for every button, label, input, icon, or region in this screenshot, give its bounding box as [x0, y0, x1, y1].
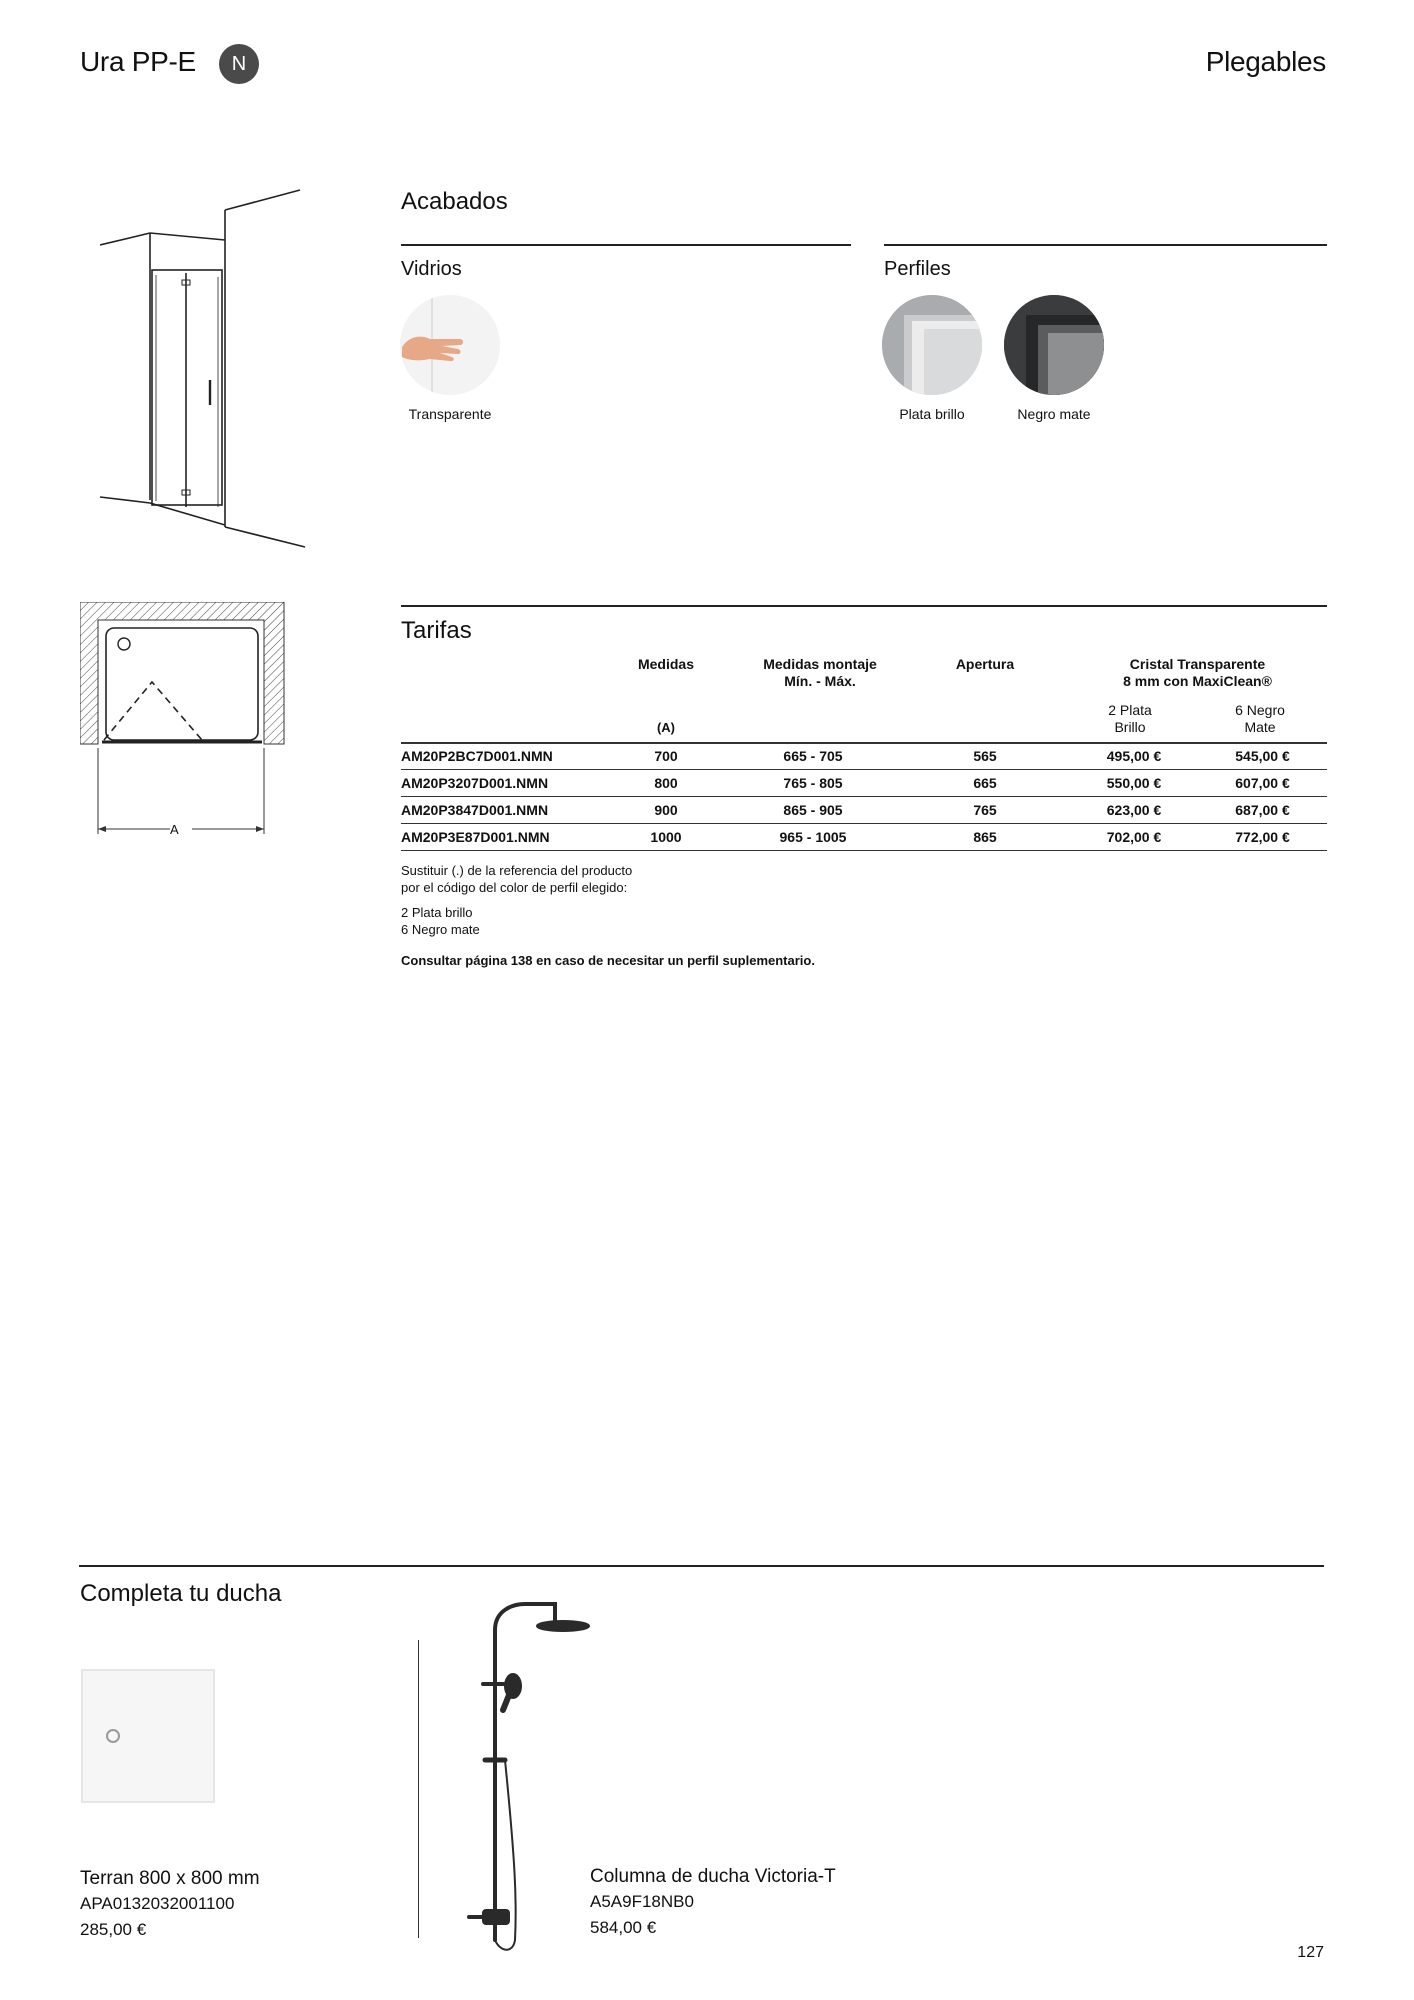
divider: [884, 244, 1327, 246]
price-table: [401, 743, 1327, 851]
apertura-cell: 665: [900, 770, 1070, 797]
shower-door-elevation-drawing: [100, 185, 310, 550]
plata-price-cell: 702,00 €: [1070, 824, 1198, 851]
swatch-caption: Negro mate: [1017, 406, 1091, 422]
montaje-cell: 665 - 705: [726, 743, 900, 770]
negro-mate-swatch: [1004, 295, 1104, 395]
medida-cell: 1000: [606, 824, 726, 851]
hand-icon: [400, 295, 500, 395]
product-price: 285,00 €: [80, 1920, 147, 1939]
col-header-apertura: Apertura: [955, 656, 1015, 672]
product-code: APA0132032001100: [80, 1894, 235, 1913]
ref-cell: AM20P2BC7D001.NMN: [401, 743, 606, 770]
tarifas-heading: Tarifas: [401, 617, 472, 644]
product-price: 584,00 €: [590, 1918, 657, 1937]
negro-price-cell: 772,00 €: [1198, 824, 1327, 851]
shower-tray-image: [80, 1668, 216, 1804]
completa-heading: Completa tu ducha: [80, 1580, 282, 1607]
swatch-caption: Plata brillo: [899, 406, 965, 422]
col-header-plata: 2 Plata: [1108, 702, 1152, 718]
negro-price-cell: 545,00 €: [1198, 743, 1327, 770]
vidrios-label: Vidrios: [401, 258, 462, 280]
perfiles-label: Perfiles: [884, 258, 951, 280]
medida-cell: 700: [606, 743, 726, 770]
column-divider: [418, 1640, 419, 1938]
col-header-negro-2: Mate: [1244, 719, 1276, 735]
col-header-cristal-spec: 8 mm con MaxiClean®: [1123, 673, 1272, 689]
divider: [401, 605, 1327, 607]
table-row: [401, 797, 1327, 824]
plata-price-cell: 623,00 €: [1070, 797, 1198, 824]
product-name: Terran 800 x 800 mm: [80, 1868, 260, 1889]
col-header-negro: 6 Negro: [1235, 702, 1285, 718]
page-number: 127: [1297, 1944, 1324, 1961]
apertura-cell: 765: [900, 797, 1070, 824]
ref-cell: AM20P3E87D001.NMN: [401, 824, 606, 851]
ref-cell: AM20P3847D001.NMN: [401, 797, 606, 824]
table-row: [401, 770, 1327, 797]
montaje-cell: 865 - 905: [726, 797, 900, 824]
acabados-heading: Acabados: [401, 188, 508, 215]
table-row: [401, 743, 1327, 770]
note-line: 6 Negro mate: [401, 922, 480, 937]
note-supplementary: Consultar página 138 en caso de necesitar un perfil suplementario.: [401, 953, 815, 968]
profile-frame-icon: [1004, 295, 1104, 395]
medida-cell: 800: [606, 770, 726, 797]
product-title: Ura PP-E: [80, 46, 196, 77]
negro-price-cell: 687,00 €: [1198, 797, 1327, 824]
product-name: Columna de ducha Victoria-T: [590, 1866, 836, 1887]
col-header-medidas: Medidas: [637, 656, 694, 672]
profile-frame-icon: [882, 295, 982, 395]
divider: [401, 244, 851, 246]
plata-brillo-swatch: [882, 295, 982, 395]
plata-price-cell: 550,00 €: [1070, 770, 1198, 797]
transparente-glass-swatch: [400, 295, 500, 395]
col-header-plata-2: Brillo: [1114, 719, 1146, 735]
col-header-cristal: Cristal Transparente: [1129, 656, 1266, 672]
col-header-montaje: Medidas montaje: [763, 656, 877, 672]
note-line: por el código del color de perfil elegido:: [401, 880, 628, 895]
montaje-cell: 965 - 1005: [726, 824, 900, 851]
divider: [79, 1565, 1324, 1567]
apertura-cell: 865: [900, 824, 1070, 851]
shower-column-image: [455, 1600, 595, 1960]
montaje-cell: 765 - 805: [726, 770, 900, 797]
table-row: [401, 824, 1327, 851]
note-line: Sustituir (.) de la referencia del producto: [401, 863, 633, 878]
category-title: Plegables: [1205, 46, 1326, 77]
col-header-medidas-unit: (A): [656, 720, 676, 735]
shower-plan-drawing: [80, 602, 290, 842]
note-line: 2 Plata brillo: [401, 905, 473, 920]
medida-cell: 900: [606, 797, 726, 824]
ref-cell: AM20P3207D001.NMN: [401, 770, 606, 797]
new-badge: N: [219, 44, 259, 84]
swatch-caption: Transparente: [408, 406, 492, 422]
negro-price-cell: 607,00 €: [1198, 770, 1327, 797]
col-header-montaje-range: Mín. - Máx.: [784, 673, 856, 689]
dimension-label: A: [170, 822, 179, 837]
plata-price-cell: 495,00 €: [1070, 743, 1198, 770]
apertura-cell: 565: [900, 743, 1070, 770]
product-code: A5A9F18NB0: [590, 1892, 694, 1911]
